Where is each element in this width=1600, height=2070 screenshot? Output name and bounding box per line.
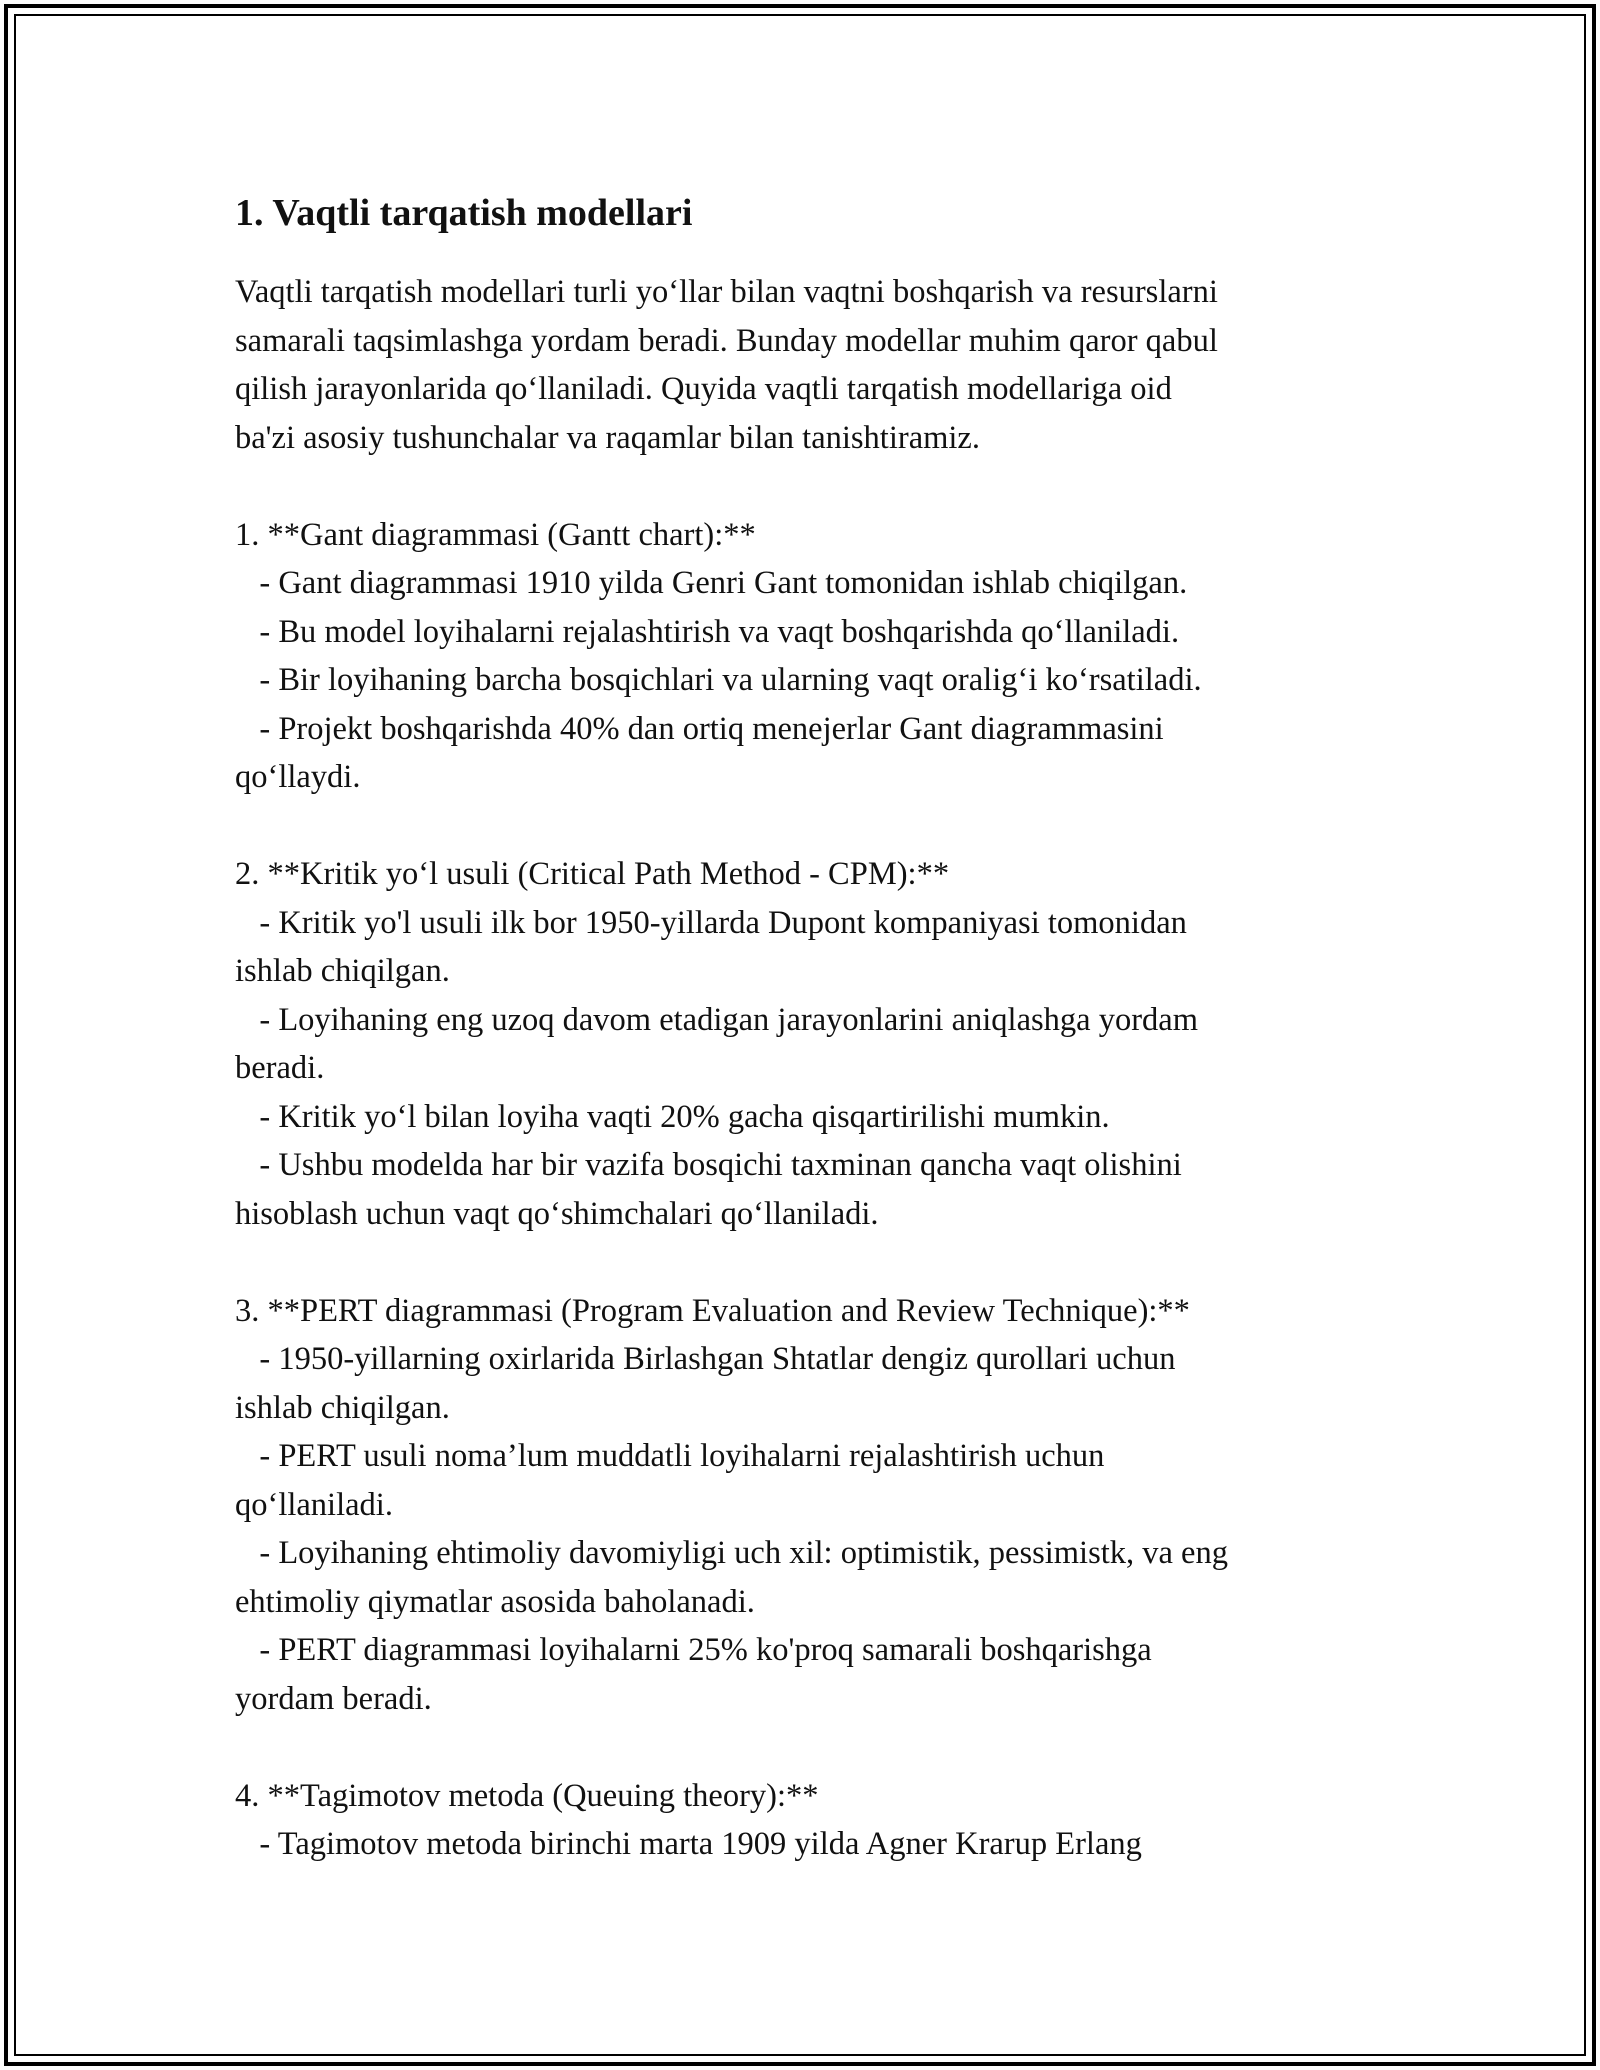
section-line: qo‘llaydi.	[235, 759, 361, 795]
section-line: - Loyihaning ehtimoliy davomiyligi uch xil: optimistik, pessimistk, va eng	[235, 1535, 1228, 1571]
intro-line: Vaqtli tarqatish modellari turli yo‘llar bilan vaqtni boshqarish va resurslarni	[235, 274, 1218, 310]
section-line: yordam beradi.	[235, 1680, 432, 1717]
document-body	[235, 186, 1415, 1869]
section-line: - Ushbu modelda har bir vazifa bosqichi taxminan qancha vaqt olishini	[235, 1147, 1182, 1183]
section-title: 3. **PERT diagrammasi (Program Evaluation and Review Technique):**	[235, 1292, 1190, 1329]
blank-line	[235, 1723, 1415, 1772]
section-line: - Kritik yo'l usuli ilk bor 1950-yillarda Dupont kompaniyasi tomonidan	[235, 904, 1187, 941]
section-gantt	[235, 511, 1415, 802]
section-line: - Bu model loyihalarni rejalashtirish va vaqt boshqarishda qo‘llaniladi.	[235, 613, 1180, 650]
section-line: ishlab chiqilgan.	[235, 1389, 450, 1426]
section-line: - Kritik yo‘l bilan loyiha vaqti 20% gacha qisqartirilishi mumkin.	[235, 1098, 1110, 1135]
section-line: qo‘llaniladi.	[235, 1486, 393, 1523]
section-line: ehtimoliy qiymatlar asosida baholanadi.	[235, 1583, 755, 1620]
section-line: - 1950-yillarning oxirlarida Birlashgan Shtatlar dengiz qurollari uchun	[235, 1341, 1176, 1377]
section-line: ishlab chiqilgan.	[235, 953, 450, 989]
section-line: - Bir loyihaning barcha bosqichlari va ularning vaqt oralig‘i ko‘rsatiladi.	[235, 662, 1202, 698]
section-line: - Tagimotov metoda birinchi marta 1909 yilda Agner Krarup Erlang	[235, 1826, 1142, 1862]
section-line: beradi.	[235, 1050, 325, 1086]
section-line: - Gant diagrammasi 1910 yilda Genri Gant tomonidan ishlab chiqilgan.	[235, 565, 1188, 601]
section-line: - Projekt boshqarishda 40% dan ortiq menejerlar Gant diagrammasini	[235, 710, 1164, 747]
intro-paragraph	[235, 268, 1415, 462]
section-line: - PERT usuli noma’lum muddatli loyihalarni rejalashtirish uchun	[235, 1438, 1105, 1474]
section-heading: 1. Vaqtli tarqatish modellari	[235, 192, 693, 234]
intro-line: qilish jarayonlarida qo‘llaniladi. Quyida vaqtli tarqatish modellariga oid	[235, 371, 1172, 407]
blank-line	[235, 802, 1415, 851]
intro-line: samarali taqsimlashga yordam beradi. Bunday modellar muhim qaror qabul	[235, 322, 1218, 359]
section-pert	[235, 1287, 1415, 1724]
section-title: 1. **Gant diagrammasi (Gantt chart):**	[235, 516, 756, 553]
section-title: 2. **Kritik yo‘l usuli (Critical Path Method - CPM):**	[235, 856, 950, 892]
blank-line	[235, 1238, 1415, 1287]
section-line: hisoblash uchun vaqt qo‘shimchalari qo‘llaniladi.	[235, 1195, 879, 1232]
intro-line: ba'zi asosiy tushunchalar va raqamlar bilan tanishtiramiz.	[235, 419, 980, 456]
section-line: - Loyihaning eng uzoq davom etadigan jarayonlarini aniqlashga yordam	[235, 1001, 1198, 1038]
blank-line	[235, 462, 1415, 511]
section-title: 4. **Tagimotov metoda (Queuing theory):**	[235, 1777, 819, 1814]
section-queuing	[235, 1772, 1415, 1869]
section-cpm	[235, 850, 1415, 1238]
section-line: - PERT diagrammasi loyihalarni 25% ko'proq samarali boshqarishga	[235, 1632, 1152, 1668]
